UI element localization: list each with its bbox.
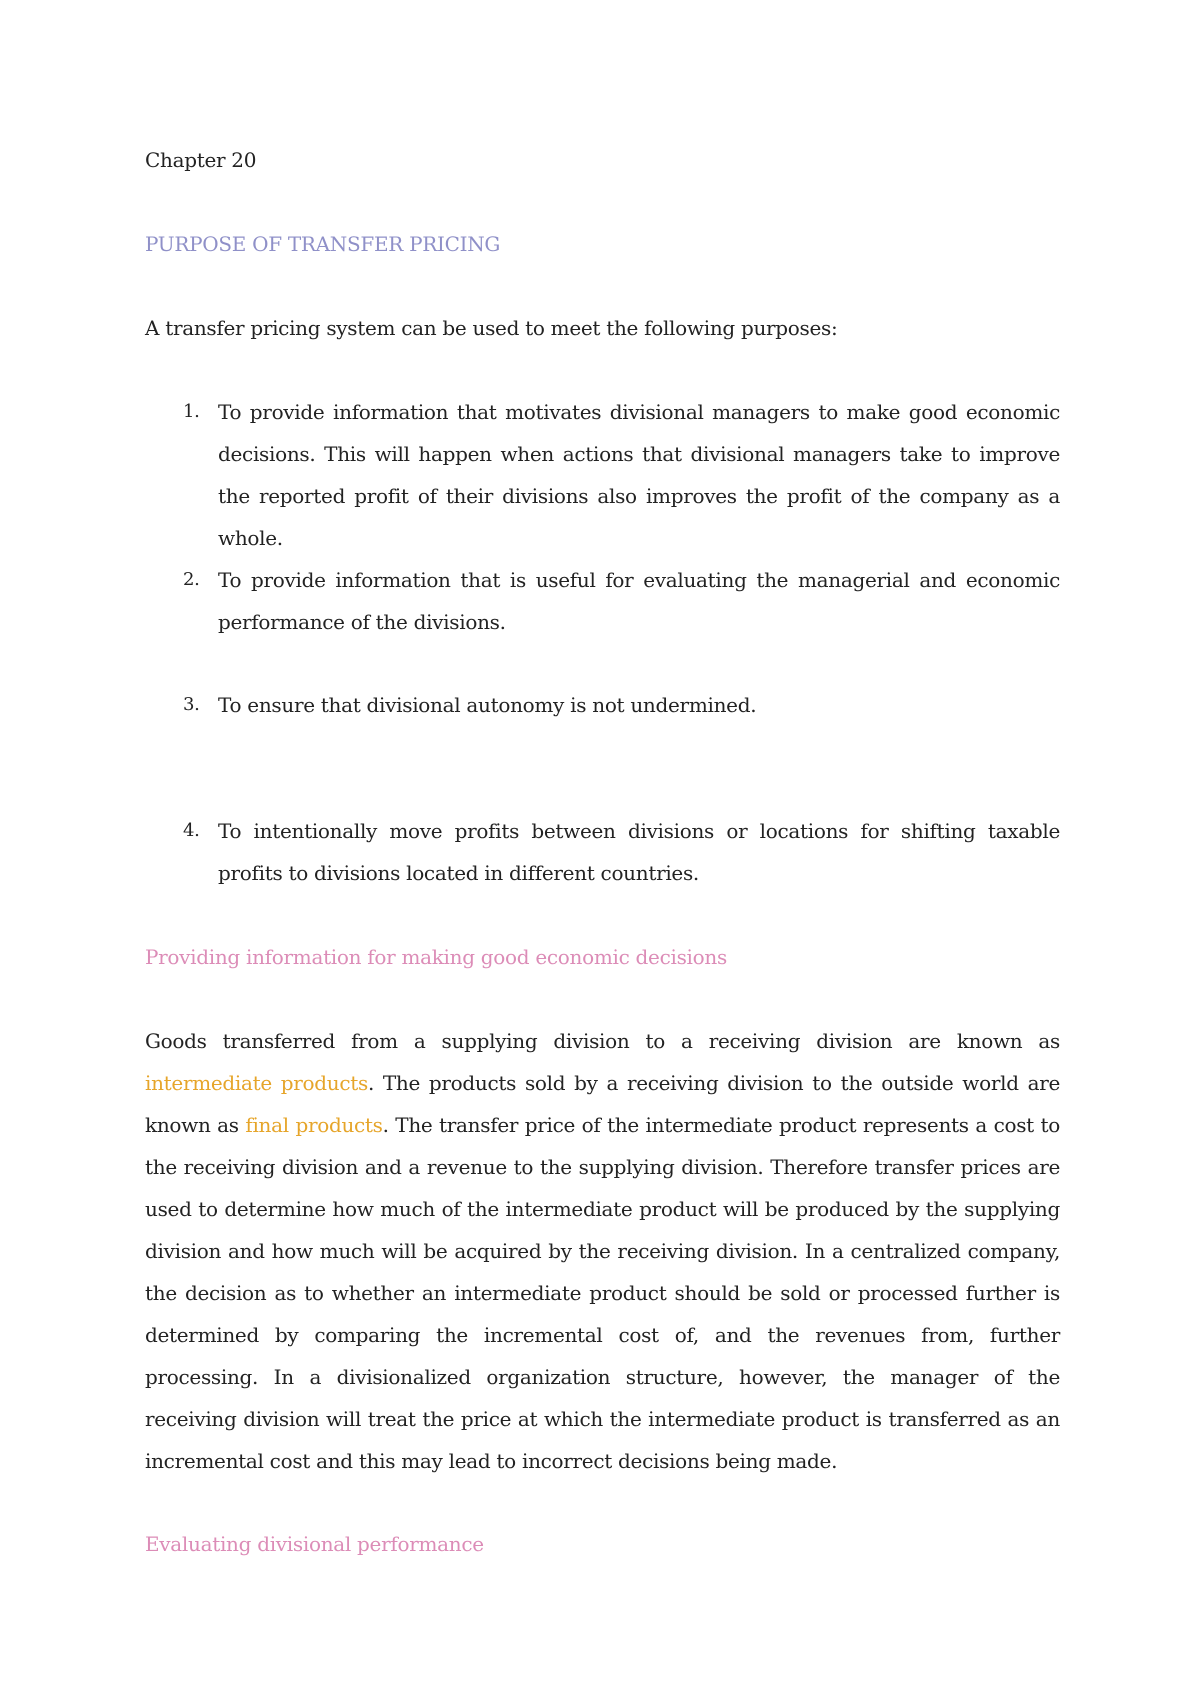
paragraph-text: . The transfer price of the intermediate product represents a cost to the receiving division and a revenue to the supplying division. Therefore transfer prices are used to determine how much of the intermediate product will be produced by the supplying division and how much will be acquired by the receiving division. In a centralized company, the decision as to whether an intermediate product should be sold or processed further is determined by comparing the incremental cost of, and the revenues from, further processing. In a divisionalized organization structure, however, the manager of the receiving division will treat the price at which the intermediate product is transferred as an incremental cost and this may lead to incorrect decisions being made. (145, 1113, 1060, 1473)
list-number: 2. (183, 569, 200, 590)
section-heading-purpose: PURPOSE OF TRANSFER PRICING (145, 232, 501, 256)
section-heading-economic-decisions: Providing information for making good economic decisions (145, 945, 727, 969)
paragraph-text: Goods transferred from a supplying division to a receiving division are known as (145, 1029, 1060, 1053)
list-text: To provide information that is useful for evaluating the managerial and economic performance of the divisions. (218, 568, 1060, 634)
term-intermediate-products: intermediate products (145, 1071, 368, 1095)
list-text: To provide information that motivates divisional managers to make good economic decisions. This will happen when actions that divisional managers take to improve the reported profit of their divisions also improves the profit of the company as a whole. (218, 400, 1060, 550)
list-number: 1. (183, 401, 200, 422)
term-final-products: final products (245, 1113, 383, 1137)
paragraph-text: . The products sold by a receiving division to the outside world are known as (145, 1071, 1060, 1137)
body-paragraph (145, 1020, 1060, 1482)
chapter-label: Chapter 20 (145, 148, 257, 172)
list-text: To intentionally move profits between divisions or locations for shifting taxable profits to divisions located in different countries. (218, 819, 1060, 885)
list-number: 3. (183, 694, 200, 715)
list-number: 4. (183, 820, 200, 841)
intro-paragraph: A transfer pricing system can be used to meet the following purposes: (145, 316, 838, 340)
section-heading-divisional-performance: Evaluating divisional performance (145, 1532, 484, 1556)
list-text: To ensure that divisional autonomy is not undermined. (218, 693, 757, 717)
